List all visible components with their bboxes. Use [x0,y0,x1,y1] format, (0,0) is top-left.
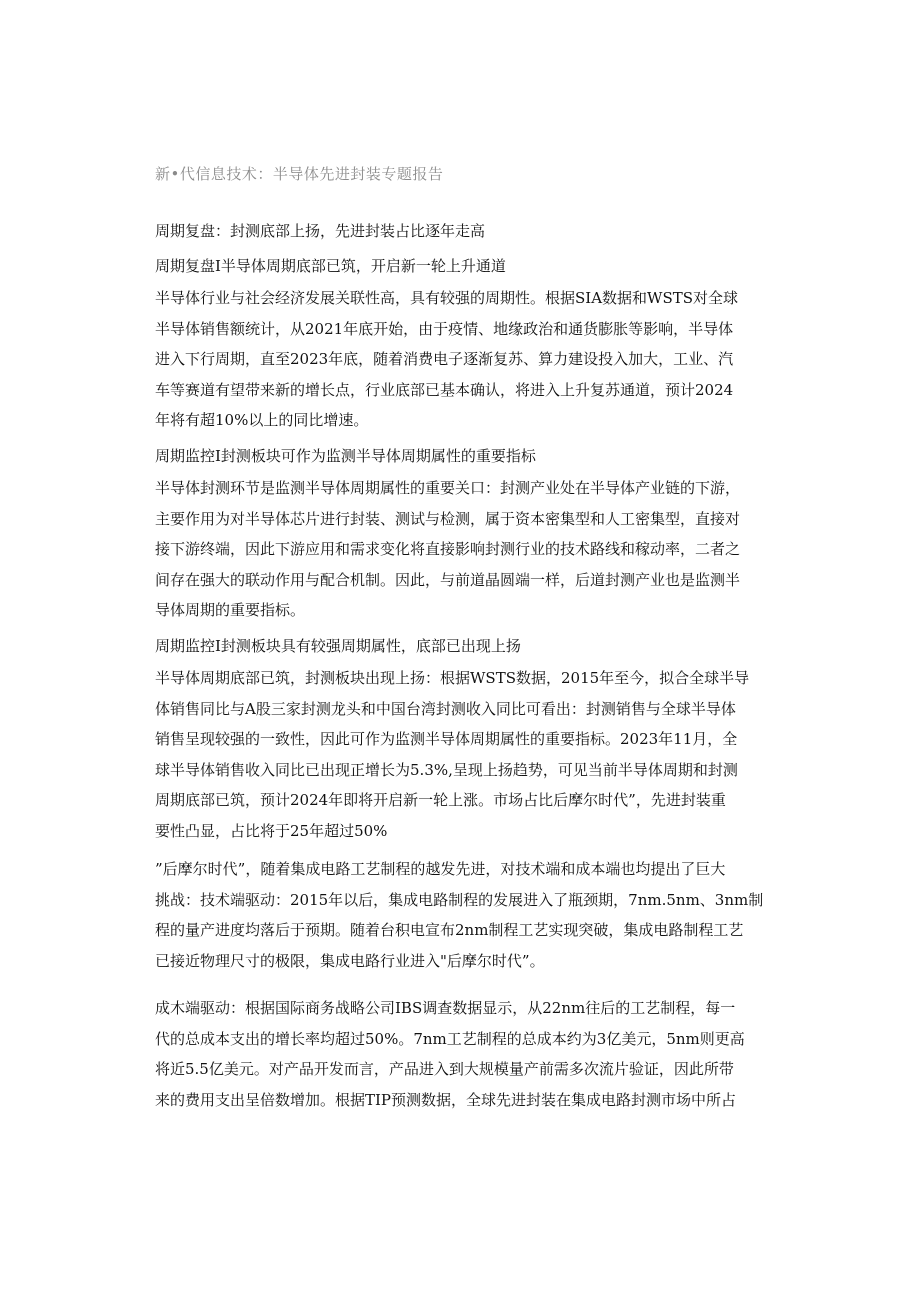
paragraph-line: 挑战：技术端驱动：2015年以后，集成电路制程的发展进入了瓶颈期，7nm.5nm、3nm制 [155,890,764,909]
paragraph-line: 销售呈现较强的一致性，因此可作为监测半导体周期属性的重要指标。2023年11月，全 [155,730,738,748]
paragraph-2 [155,473,767,626]
paragraph-line: 进入下行周期，直至2023年底，随着消费电子逐渐复苏、算力建设投入加大，工业、汽 [155,350,734,368]
paragraph-1 [155,283,767,436]
paragraph-line: ”后摩尔时代”，随着集成电路工艺制程的越发先进，对技术端和成本端也均提出了巨大 [155,860,726,878]
paragraph-line: 将近5.5亿美元。对产品开发而言，产品进入到大规模量产前需多次流片验证，因此所带 [155,1060,734,1078]
paragraph-line: 导体周期的重要指标。 [155,601,306,619]
paragraph-line: 程的量产进度均落后于预期。随着台积电宣布2nm制程工艺实现突破，集成电路制程工艺 [155,921,744,939]
paragraph-line: 间存在强大的联动作用与配合机制。因此，与前道晶圆端一样，后道封测产业也是监测半 [155,570,741,589]
paragraph-line: 成木端驱动：根据国际商务战略公司IBS调查数据显示，从22nm往后的工艺制程，每一 [155,999,736,1017]
document-title: 新•代信息技术：半导体先进封装专题报告 [155,165,444,183]
paragraph-line: 体销售同比与A股三家封测龙头和中国台湾封测收入同比可看出：封测销售与全球半导体 [155,699,736,718]
paragraph-4 [155,854,767,976]
paragraph-line: 半导体封测环节是监测半导体周期属性的重要关口：封测产业处在半导体产业链的下游， [155,479,741,497]
paragraph-line: 来的费用支出呈倍数增加。根据TIP预测数据，全球先进封装在集成电路封测市场中所占 [155,1090,737,1109]
paragraph-line: 半导体行业与社会经济发展关联性高，具有较强的周期性。根据SIA数据和WSTS对全球 [155,289,739,307]
paragraph-5 [155,993,767,1115]
paragraph-line: 球半导体销售收入同比已出现正增长为5.3%,呈现上扬趋势，可见当前半导体周期和封测 [155,760,738,779]
paragraph-line: 周期底部已筑，预计2024年即将开启新一轮上涨。市场占比后摩尔时代”，先进封装重 [155,791,726,809]
paragraph-line: 年将有超10%以上的同比增速。 [155,411,369,429]
paragraph-line: 车等赛道有望带来新的增长点，行业底部已基本确认，将进入上升复苏通道，预计2024 [155,380,734,399]
section-heading: 周期复盘：封测底部上扬，先进封装占比逐年走高 [155,222,486,240]
paragraph-line: 半导体销售额统计，从2021年底开始，由于疫情、地缘政治和通货膨胀等影响，半导体 [155,319,734,338]
paragraph-line: 要性凸显，占比将于25年超过50% [155,821,388,840]
paragraph-line: 接下游终端，因此下游应用和需求变化将直接影响封测行业的技术路线和稼动率，二者之 [155,540,741,558]
subsection-heading: 周期监控I封测板块可作为监测半导体周期属性的重要指标 [155,447,536,465]
paragraph-line: 主要作用为对半导体芯片进行封装、测试与检测，属于资本密集型和人工密集型，直接对 [155,509,741,528]
paragraph-3 [155,663,767,846]
paragraph-line: 已接近物理尺寸的极限，集成电路行业进入"后摩尔时代”。 [155,951,545,970]
paragraph-line: 半导体周期底部已筑，封测板块出现上扬：根据WSTS数据，2015年至今，拟合全球半导 [155,669,750,687]
subsection-heading: 周期监控I封测板块具有较强周期属性，底部已出现上扬 [155,637,521,655]
paragraph-line: 代的总成本支出的增长率均超过50%。7nm工艺制程的总成本约为3亿美元，5nm则更高 [155,1029,745,1048]
subsection-heading: 周期复盘I半导体周期底部已筑，开启新一轮上升通道 [155,257,506,275]
